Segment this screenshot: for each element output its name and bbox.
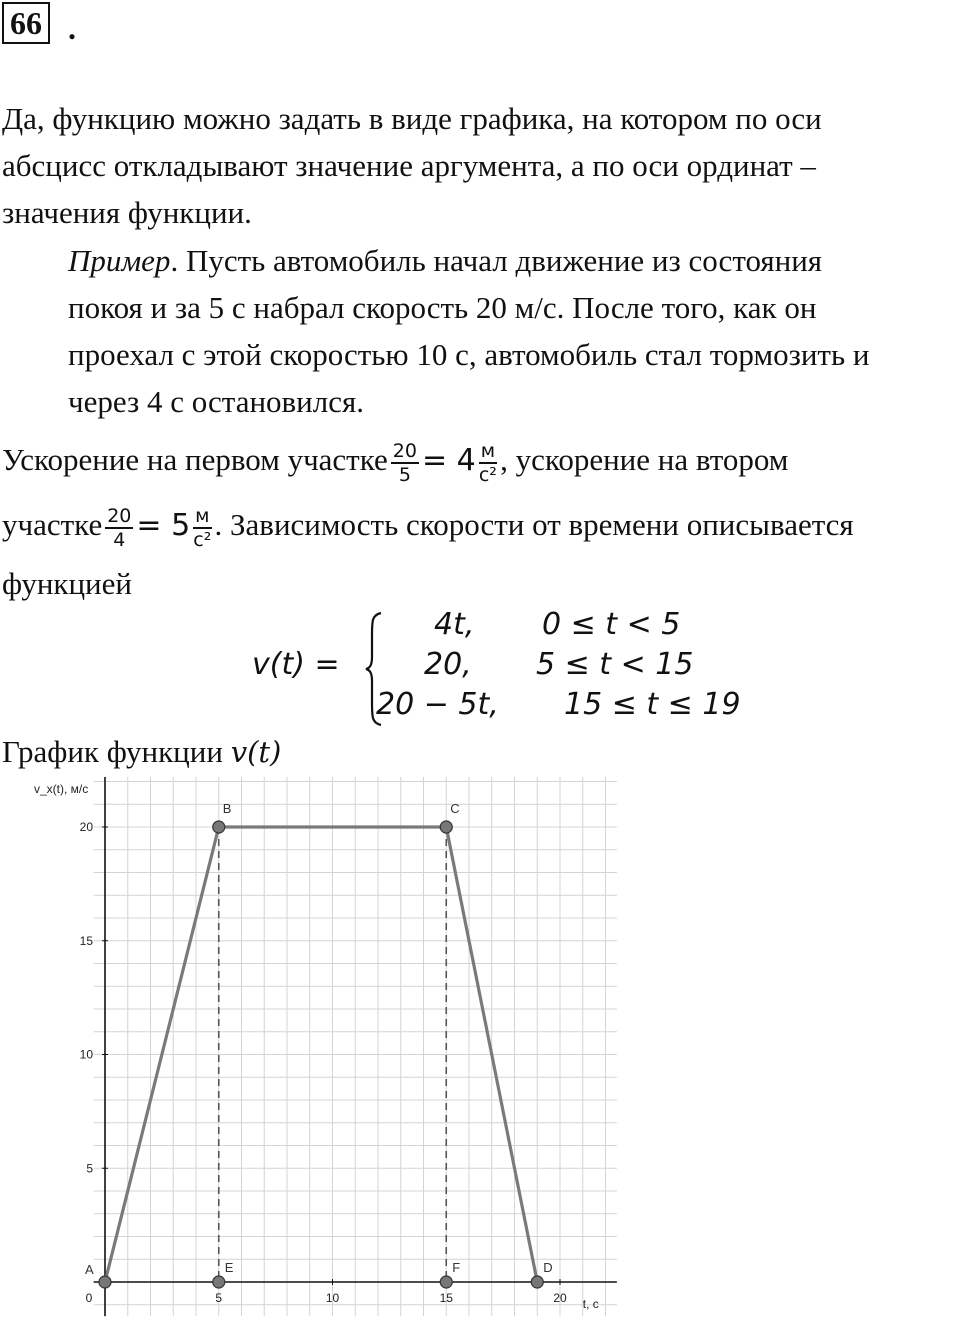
accel-line2-end: . Зависимость скорости от времени описывается [214, 507, 854, 542]
fraction-1-num: 20 [392, 439, 417, 462]
graph-caption-func: v(t) [230, 735, 282, 769]
point-e [213, 1276, 225, 1288]
fraction-1 [391, 440, 419, 486]
unit-2-den: с² [193, 528, 212, 551]
point-a [99, 1276, 111, 1288]
unit-1 [479, 440, 497, 486]
unit-2 [193, 505, 211, 551]
velocity-chart [0, 770, 660, 1325]
accel-line1 [2, 432, 788, 489]
point-label-e: E [224, 1260, 234, 1275]
fraction-2-num: 20 [107, 504, 132, 527]
unit-1-den: с² [478, 463, 497, 486]
point-f [440, 1276, 452, 1288]
para1-line3: значения функции. [2, 195, 252, 230]
y-tick-label: 5 [86, 1161, 93, 1176]
point-label-c: C [450, 801, 460, 816]
case-2-cond: 5 ≤ t < 15 [536, 647, 694, 682]
unit-1-num: м [480, 439, 496, 462]
point-d [531, 1276, 543, 1288]
point-label-f: F [452, 1260, 461, 1275]
fraction-2 [105, 505, 133, 551]
accel-line1-start: Ускорение на первом участке [2, 442, 388, 477]
accel-line2-start: участке [2, 507, 103, 542]
x-tick-label: 10 [325, 1291, 340, 1305]
y-tick-label: 20 [79, 820, 93, 834]
graph-caption-text: График функции [2, 734, 231, 769]
para1-line2: абсцисс откладывают значение аргумента, а по оси ординат – [2, 148, 816, 183]
point-label-d: D [543, 1260, 553, 1275]
formula-lhs: v(t) = [252, 647, 340, 682]
accel-line1-end: , ускорение на втором [500, 442, 789, 477]
x-tick-label: 15 [439, 1291, 453, 1305]
point-label-a: A [85, 1262, 94, 1277]
y-tick-label: 10 [79, 1047, 93, 1062]
graph-caption [2, 728, 281, 776]
fraction-2-den: 4 [113, 528, 126, 551]
problem-number: 66 [2, 2, 50, 44]
case-2-expr: 20, [424, 647, 472, 682]
fraction-1-den: 5 [398, 463, 411, 486]
accel-line3: функцией [2, 566, 132, 601]
x-axis-label: t, c [582, 1297, 599, 1311]
point-b [213, 821, 225, 833]
point-c [440, 821, 452, 833]
accel-line2 [2, 497, 854, 554]
para1-line1: Да, функцию можно задать в виде графика, на котором по оси [2, 101, 822, 136]
case-1-expr: 4t, [434, 607, 475, 642]
case-3-cond: 15 ≤ t ≤ 19 [564, 687, 741, 722]
example-line2: покоя и за 5 с набрал скорость 20 м/с. После того, как он [68, 290, 817, 325]
y-axis-label: v_x(t), м/с [34, 781, 89, 796]
x-tick-label: 0 [85, 1291, 93, 1305]
case-1-cond: 0 ≤ t < 5 [542, 607, 681, 642]
equals-2: = 5 [136, 508, 191, 543]
unit-2-num: м [195, 504, 210, 527]
chart-grid [94, 777, 617, 1316]
point-label-b: B [222, 801, 232, 816]
y-tick-label: 15 [79, 933, 93, 948]
example-line3: проехал с этой скоростью 10 с, автомобиль стал тормозить и [68, 337, 870, 372]
problem-number-dot: . [68, 10, 76, 46]
x-tick-label: 20 [553, 1291, 567, 1305]
example-line1-rest: . Пусть автомобиль начал движение из состояния [170, 243, 823, 278]
example-line1 [68, 237, 822, 284]
case-3-expr: 20 − 5t, [376, 687, 499, 722]
equals-1: = 4 [421, 443, 476, 478]
example-line4: через 4 с остановился. [68, 384, 365, 419]
example-label: Пример [68, 243, 171, 278]
x-tick-label: 5 [215, 1291, 223, 1305]
